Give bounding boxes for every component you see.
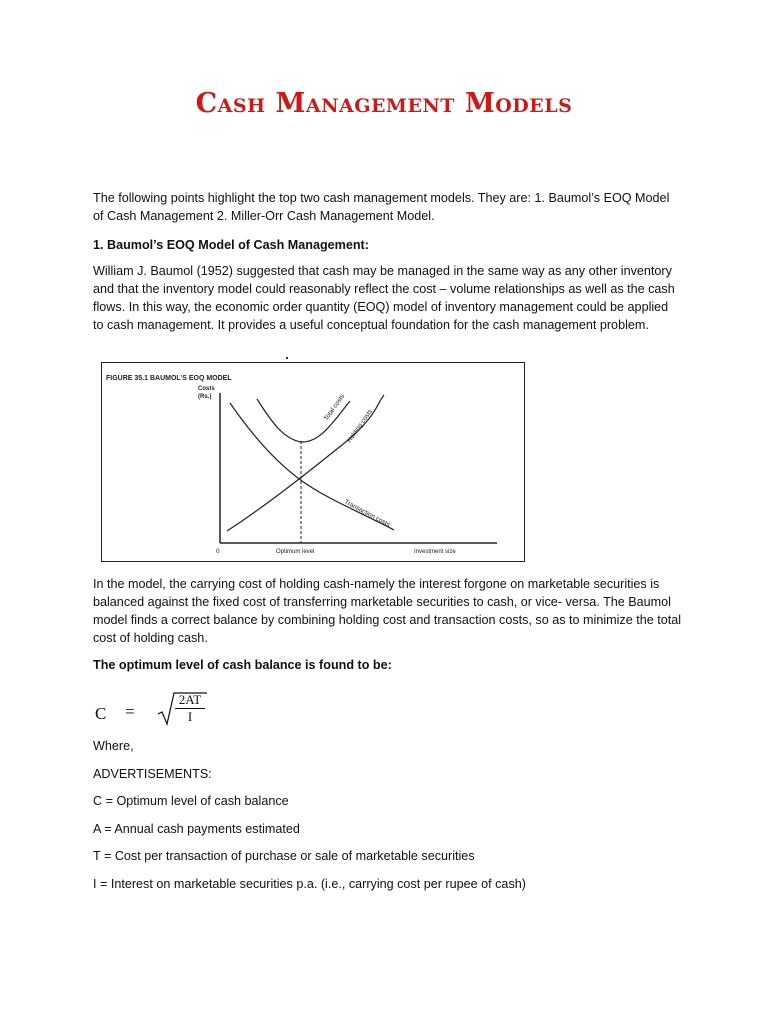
baumol-paragraph: William J. Baumol (1952) suggested that cash may be managed in the same way as any other inventory and that the inventory model could reasonably reflect the cost – volume relationships as well as the cash flows. In this way, the economic order quantity (EOQ) model of inventory management could be applied to cash management. It provides a useful conceptual foundation for the cash management problem.	[93, 264, 675, 332]
advertisements-label: ADVERTISEMENTS:	[93, 767, 212, 781]
y-axis-unit: (Rs.)	[198, 394, 212, 400]
stray-dot	[286, 357, 288, 359]
definition-i: I = Interest on marketable securities p.a. (i.e., carrying cost per rupee of cash)	[93, 877, 526, 891]
optimum-heading: The optimum level of cash balance is found to be:	[93, 658, 392, 672]
section-heading-baumol: 1. Baumol’s EOQ Model of Cash Management:	[93, 238, 369, 252]
baumol-figure	[101, 362, 525, 562]
formula-numerator: 2AT	[178, 692, 202, 707]
optimum-level-label: Optimum level	[276, 549, 315, 555]
model-paragraph: In the model, the carrying cost of holding cash-namely the interest forgone on marketable securities is balanced against the fixed cost of transferring marketable securities to cash, or vice- versa. The Baumol model finds a correct balance by combining holding cost and transaction costs, so as to minimize the total cost of holding cash.	[93, 577, 682, 645]
x-axis-label: Investment size	[414, 549, 456, 555]
formula-variable: C	[95, 704, 107, 723]
formula-denominator: I	[187, 709, 193, 724]
definition-c: C = Optimum level of cash balance	[93, 794, 289, 808]
baumol-chart	[102, 363, 526, 563]
transaction-costs-label: Transaction costs	[343, 498, 392, 529]
total-costs-label: Total costs	[322, 392, 347, 423]
page-title: Cash Management Models	[195, 88, 573, 119]
definition-t: T = Cost per transaction of purchase or sale of marketable securities	[93, 849, 475, 863]
y-axis-label: Costs	[198, 386, 215, 392]
origin-label: 0	[216, 548, 220, 555]
intro-paragraph: The following points highlight the top two cash management models. They are: 1. Baumol’s EOQ Model of Cash Management 2. Miller-Orr Cash Management Model.	[93, 191, 670, 223]
definition-a: A = Annual cash payments estimated	[93, 822, 300, 836]
holding-costs-label: Holding costs	[345, 408, 375, 445]
where-label: Where,	[93, 739, 134, 753]
figure-caption: FIGURE 35.1 BAUMOL’S EOQ MODEL	[106, 375, 232, 382]
formula-equals: =	[125, 702, 135, 721]
optimum-cash-formula	[95, 692, 225, 732]
